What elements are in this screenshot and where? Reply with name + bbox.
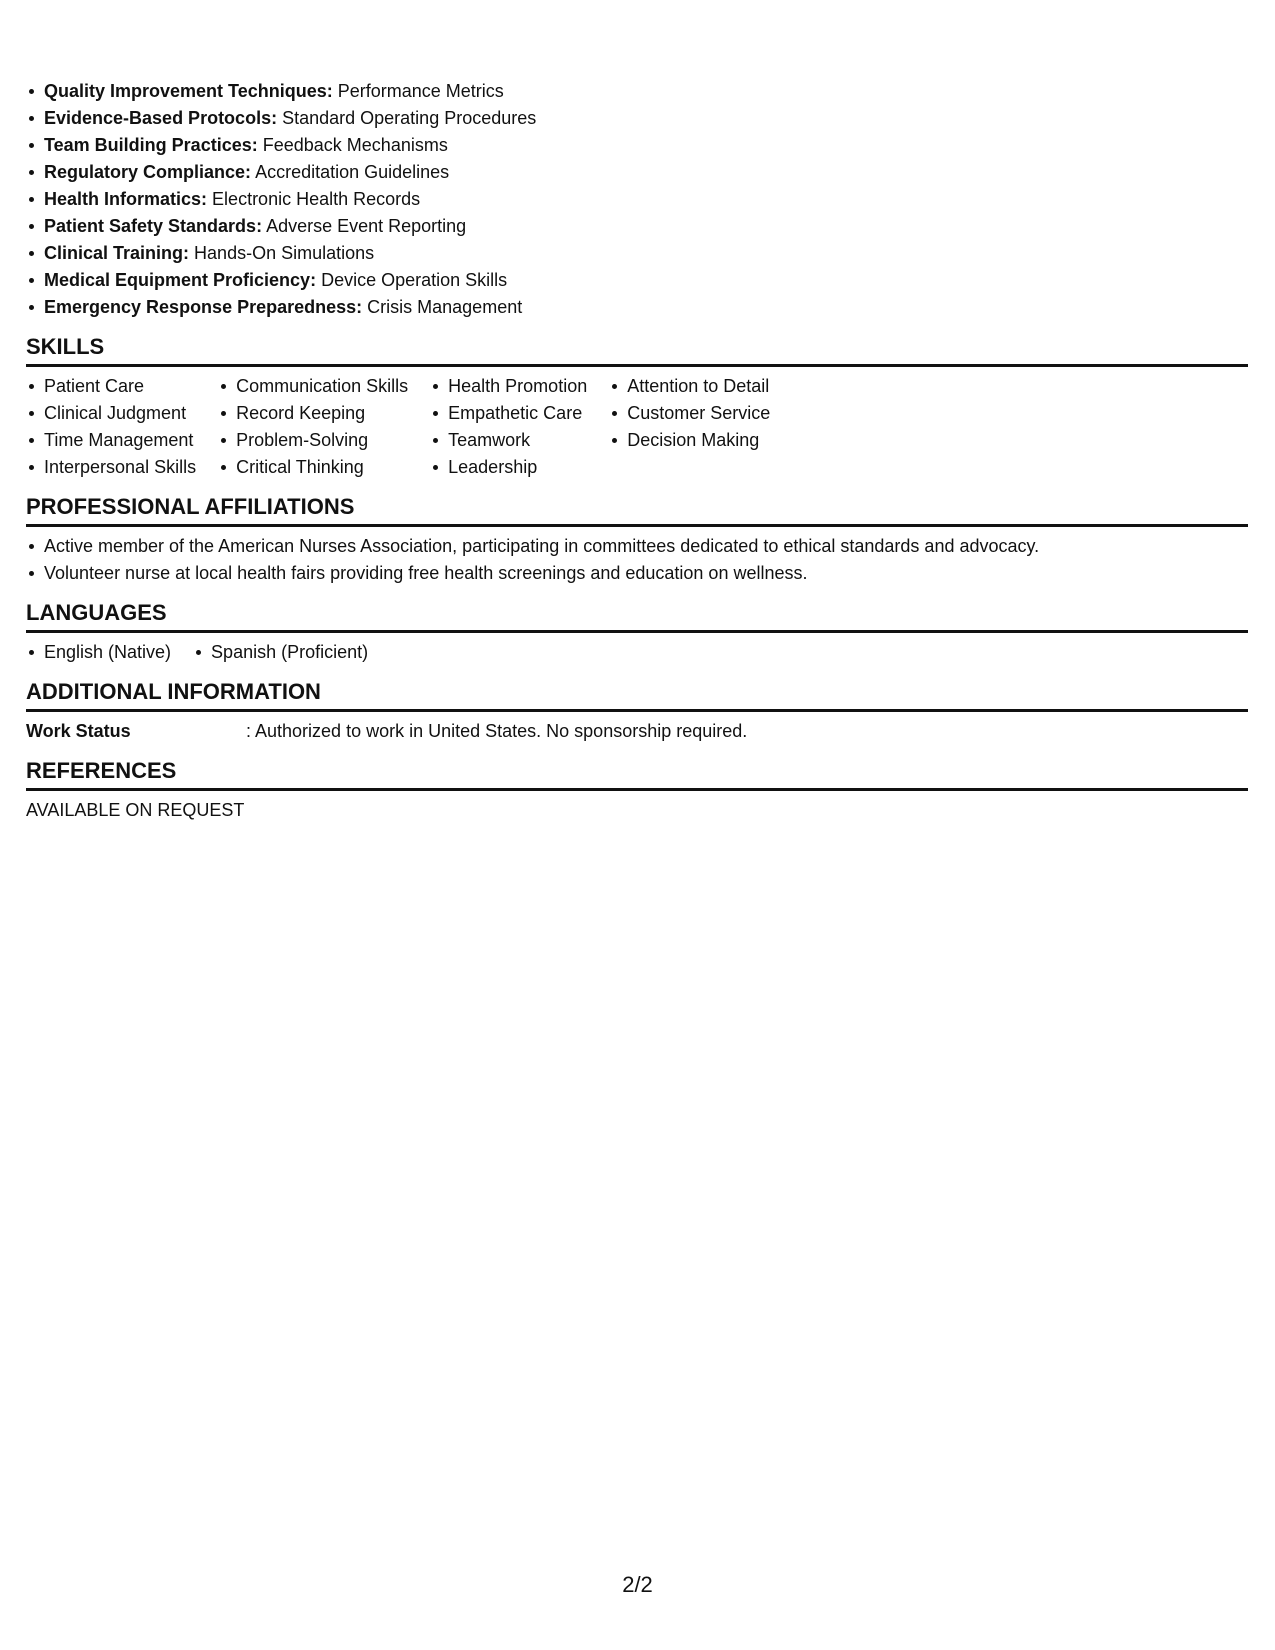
work-status-label: Work Status — [26, 721, 131, 741]
affiliations-list — [26, 533, 1248, 587]
item-value: Accreditation Guidelines — [255, 162, 450, 182]
list-item — [26, 294, 1248, 321]
item-value: Device Operation Skills — [321, 270, 508, 290]
section-heading: ADDITIONAL INFORMATION — [26, 678, 1248, 712]
skills-column — [218, 373, 408, 481]
list-item — [26, 186, 1248, 213]
language-item: English (Native) — [26, 639, 171, 666]
list-item — [26, 213, 1248, 240]
additional-info-section — [26, 678, 1248, 745]
skill-item: Interpersonal Skills — [26, 454, 196, 481]
skill-item: Decision Making — [609, 427, 770, 454]
work-status-value: : Authorized to work in United States. No sponsorship required. — [246, 721, 748, 741]
skills-column — [26, 373, 196, 481]
section-heading: LANGUAGES — [26, 599, 1248, 633]
skills-column — [609, 373, 770, 481]
skill-item: Clinical Judgment — [26, 400, 196, 427]
item-label: Evidence-Based Protocols: — [44, 108, 278, 128]
item-label: Emergency Response Preparedness: — [44, 297, 363, 317]
list-item — [26, 132, 1248, 159]
languages-section — [26, 599, 1248, 666]
references-section — [26, 757, 1248, 824]
item-label: Team Building Practices: — [44, 135, 258, 155]
item-value: Electronic Health Records — [212, 189, 421, 209]
skill-item: Critical Thinking — [218, 454, 408, 481]
skill-item: Leadership — [430, 454, 587, 481]
section-heading: PROFESSIONAL AFFILIATIONS — [26, 493, 1248, 527]
page-number: 2/2 — [622, 1572, 653, 1597]
list-item — [26, 240, 1248, 267]
skills-column — [430, 373, 587, 481]
skill-item: Time Management — [26, 427, 196, 454]
skill-item: Teamwork — [430, 427, 587, 454]
list-item — [26, 159, 1248, 186]
skill-item: Customer Service — [609, 400, 770, 427]
item-value: Performance Metrics — [337, 81, 504, 101]
item-value: Crisis Management — [367, 297, 523, 317]
item-value: Adverse Event Reporting — [266, 216, 467, 236]
skills-columns — [26, 373, 1248, 481]
work-status-row — [26, 718, 1248, 745]
skill-item: Communication Skills — [218, 373, 408, 400]
affiliation-item: Volunteer nurse at local health fairs providing free health screenings and education on wellness. — [26, 560, 1248, 587]
references-text: AVAILABLE ON REQUEST — [26, 800, 245, 820]
item-label: Patient Safety Standards: — [44, 216, 263, 236]
list-item — [26, 105, 1248, 132]
skills-section — [26, 333, 1248, 481]
section-heading: SKILLS — [26, 333, 1248, 367]
item-value: Feedback Mechanisms — [262, 135, 448, 155]
resume-page — [26, 78, 1248, 824]
languages-column — [193, 639, 368, 666]
skill-item: Record Keeping — [218, 400, 408, 427]
skill-item: Problem-Solving — [218, 427, 408, 454]
item-label: Medical Equipment Proficiency: — [44, 270, 317, 290]
item-label: Clinical Training: — [44, 243, 190, 263]
item-value: Standard Operating Procedures — [282, 108, 537, 128]
affiliation-item: Active member of the American Nurses Association, participating in committees dedicated to ethical standards and advocacy. — [26, 533, 1248, 560]
section-heading: REFERENCES — [26, 757, 1248, 791]
language-item: Spanish (Proficient) — [193, 639, 368, 666]
skill-item: Health Promotion — [430, 373, 587, 400]
languages-list — [26, 639, 1248, 666]
skill-item: Empathetic Care — [430, 400, 587, 427]
item-label: Quality Improvement Techniques: — [44, 81, 333, 101]
list-item — [26, 78, 1248, 105]
expertise-list — [26, 78, 1248, 321]
skill-item: Attention to Detail — [609, 373, 770, 400]
item-label: Regulatory Compliance: — [44, 162, 252, 182]
list-item — [26, 267, 1248, 294]
item-value: Hands-On Simulations — [194, 243, 375, 263]
affiliations-section — [26, 493, 1248, 587]
languages-column — [26, 639, 171, 666]
item-label: Health Informatics: — [44, 189, 208, 209]
skill-item: Patient Care — [26, 373, 196, 400]
